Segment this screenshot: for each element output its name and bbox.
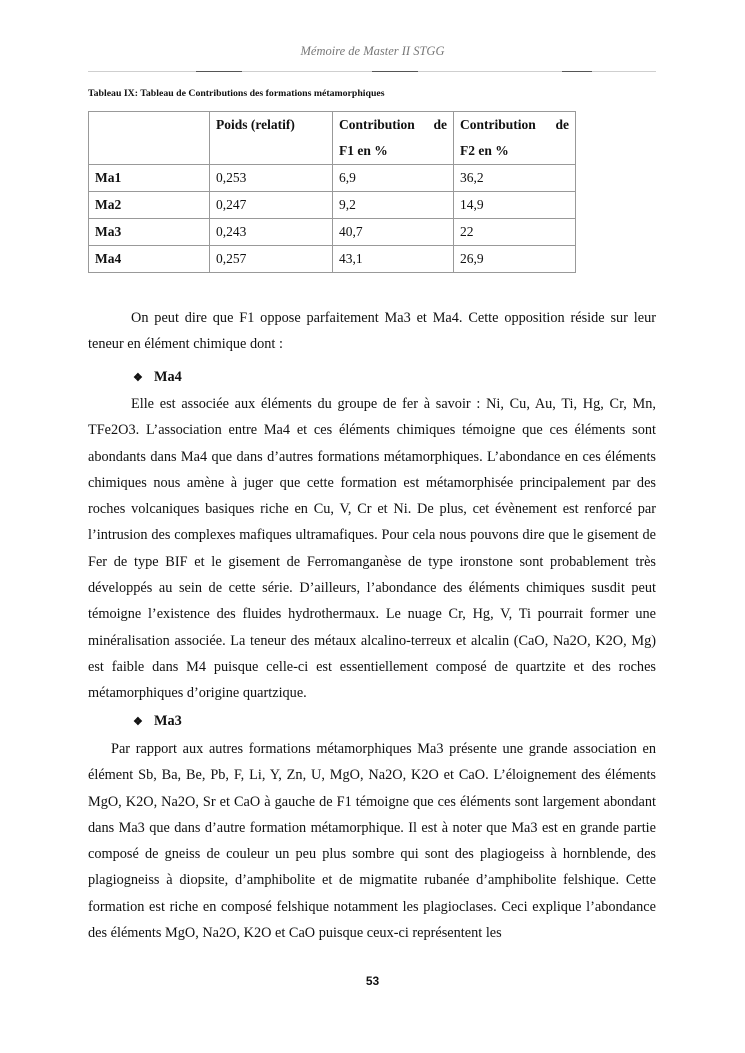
table-header-row [89, 112, 576, 165]
diamond-bullet-icon: ❖ [133, 716, 143, 728]
table-header-cell: Contribution de F2 en % [454, 112, 576, 165]
section-heading-ma3 [133, 713, 182, 730]
table-row-label: Ma4 [89, 246, 210, 273]
table-header-cell: Poids (relatif) [210, 112, 333, 165]
table-row [89, 165, 576, 192]
table-cell: 9,2 [333, 192, 454, 219]
table-cell: 0,247 [210, 192, 333, 219]
table-row-label: Ma3 [89, 219, 210, 246]
table-row-label: Ma2 [89, 192, 210, 219]
table-cell: 36,2 [454, 165, 576, 192]
table-row [89, 246, 576, 273]
table-row [89, 219, 576, 246]
table-cell: 14,9 [454, 192, 576, 219]
table-header-cell: Contribution de F1 en % [333, 112, 454, 165]
section-heading-label: Ma3 [154, 713, 182, 729]
section-heading-label: Ma4 [154, 369, 182, 385]
table-cell: 0,243 [210, 219, 333, 246]
section-heading-ma4 [133, 369, 182, 386]
table-cell: 0,253 [210, 165, 333, 192]
page-header-title: Mémoire de Master II STGG [300, 44, 445, 58]
table-row [89, 192, 576, 219]
table-cell: 0,257 [210, 246, 333, 273]
table-cell: 43,1 [333, 246, 454, 273]
section-paragraph-ma3: Par rapport aux autres formations métamorphiques Ma3 présente une grande association en élément Sb, Ba, Be, Pb, F, Li, Y, Zn, U, MgO, Na2O, K2O et CaO. L’éloignement des éléments MgO, K2O, Na2O, Sr et CaO à gauche de F1 témoigne que ces éléments sont largement abondant dans Ma3 que dans d’autre formation métamorphique. Il est à noter que Ma3 est en grande partie composé de gneiss de couleur un peu plus sombre qui sont des plagiogeiss à hornblende, des plagiogneiss à diopsite, d’amphibolite et de migmatite rubanée d’amphibolite felshique. Cette formation est riche en composé felshique notamment les plagioclases. Ceci explique l’abondance des éléments MgO, Na2O, K2O et CaO puisque ceux-ci représentent les [88, 741, 656, 942]
diamond-bullet-icon: ❖ [133, 372, 143, 384]
table-header-cell [89, 112, 210, 165]
table-cell: 6,9 [333, 165, 454, 192]
intro-paragraph: On peut dire que F1 oppose parfaitement Ma3 et Ma4. Cette opposition réside sur leur teneur en élément chimique dont : [88, 310, 656, 353]
table-caption: Tableau IX: Tableau de Contributions des formations métamorphiques [88, 88, 385, 99]
table-cell: 26,9 [454, 246, 576, 273]
table-cell: 40,7 [333, 219, 454, 246]
page-number: 53 [365, 974, 380, 988]
section-paragraph-ma4: Elle est associée aux éléments du groupe de fer à savoir : Ni, Cu, Au, Ti, Hg, Cr, Mn, TFe2O3. L’association entre Ma4 et ces éléments chimiques témoigne que ces éléments sont abondants dans Ma4 que dans d’autres formations métamorphiques. L’abondance en ces éléments chimiques nous amène à juger que cette formation est métamorphisée principalement par des roches volcaniques basiques riche en Cu, V, Cr et Ni. De plus, cet évènement est renforcé par l’intrusion des complexes mafiques ultramafiques. Pour cela nous pouvons dire que le gisement de Fer de type BIF et le gisement de Ferromanganèse de type ironstone sont probablement très développés au sein de cette série. D’ailleurs, l’abondance des éléments chimiques susdit peut témoigne l’existence des fluides hydrothermaux. Le nuage Cr, Hg, V, Ti pourrait former une minéralisation associée. La teneur des métaux alcalino-terreux et alcalin (CaO, Na2O, K2O, Mg) est faible dans M4 puisque celle-ci est essentiellement composé de quartzite et des roches métamorphiques d’origine quartzique. [88, 396, 656, 702]
contributions-table [88, 111, 576, 273]
table-cell: 22 [454, 219, 576, 246]
header-rule [88, 71, 656, 72]
table-row-label: Ma1 [89, 165, 210, 192]
